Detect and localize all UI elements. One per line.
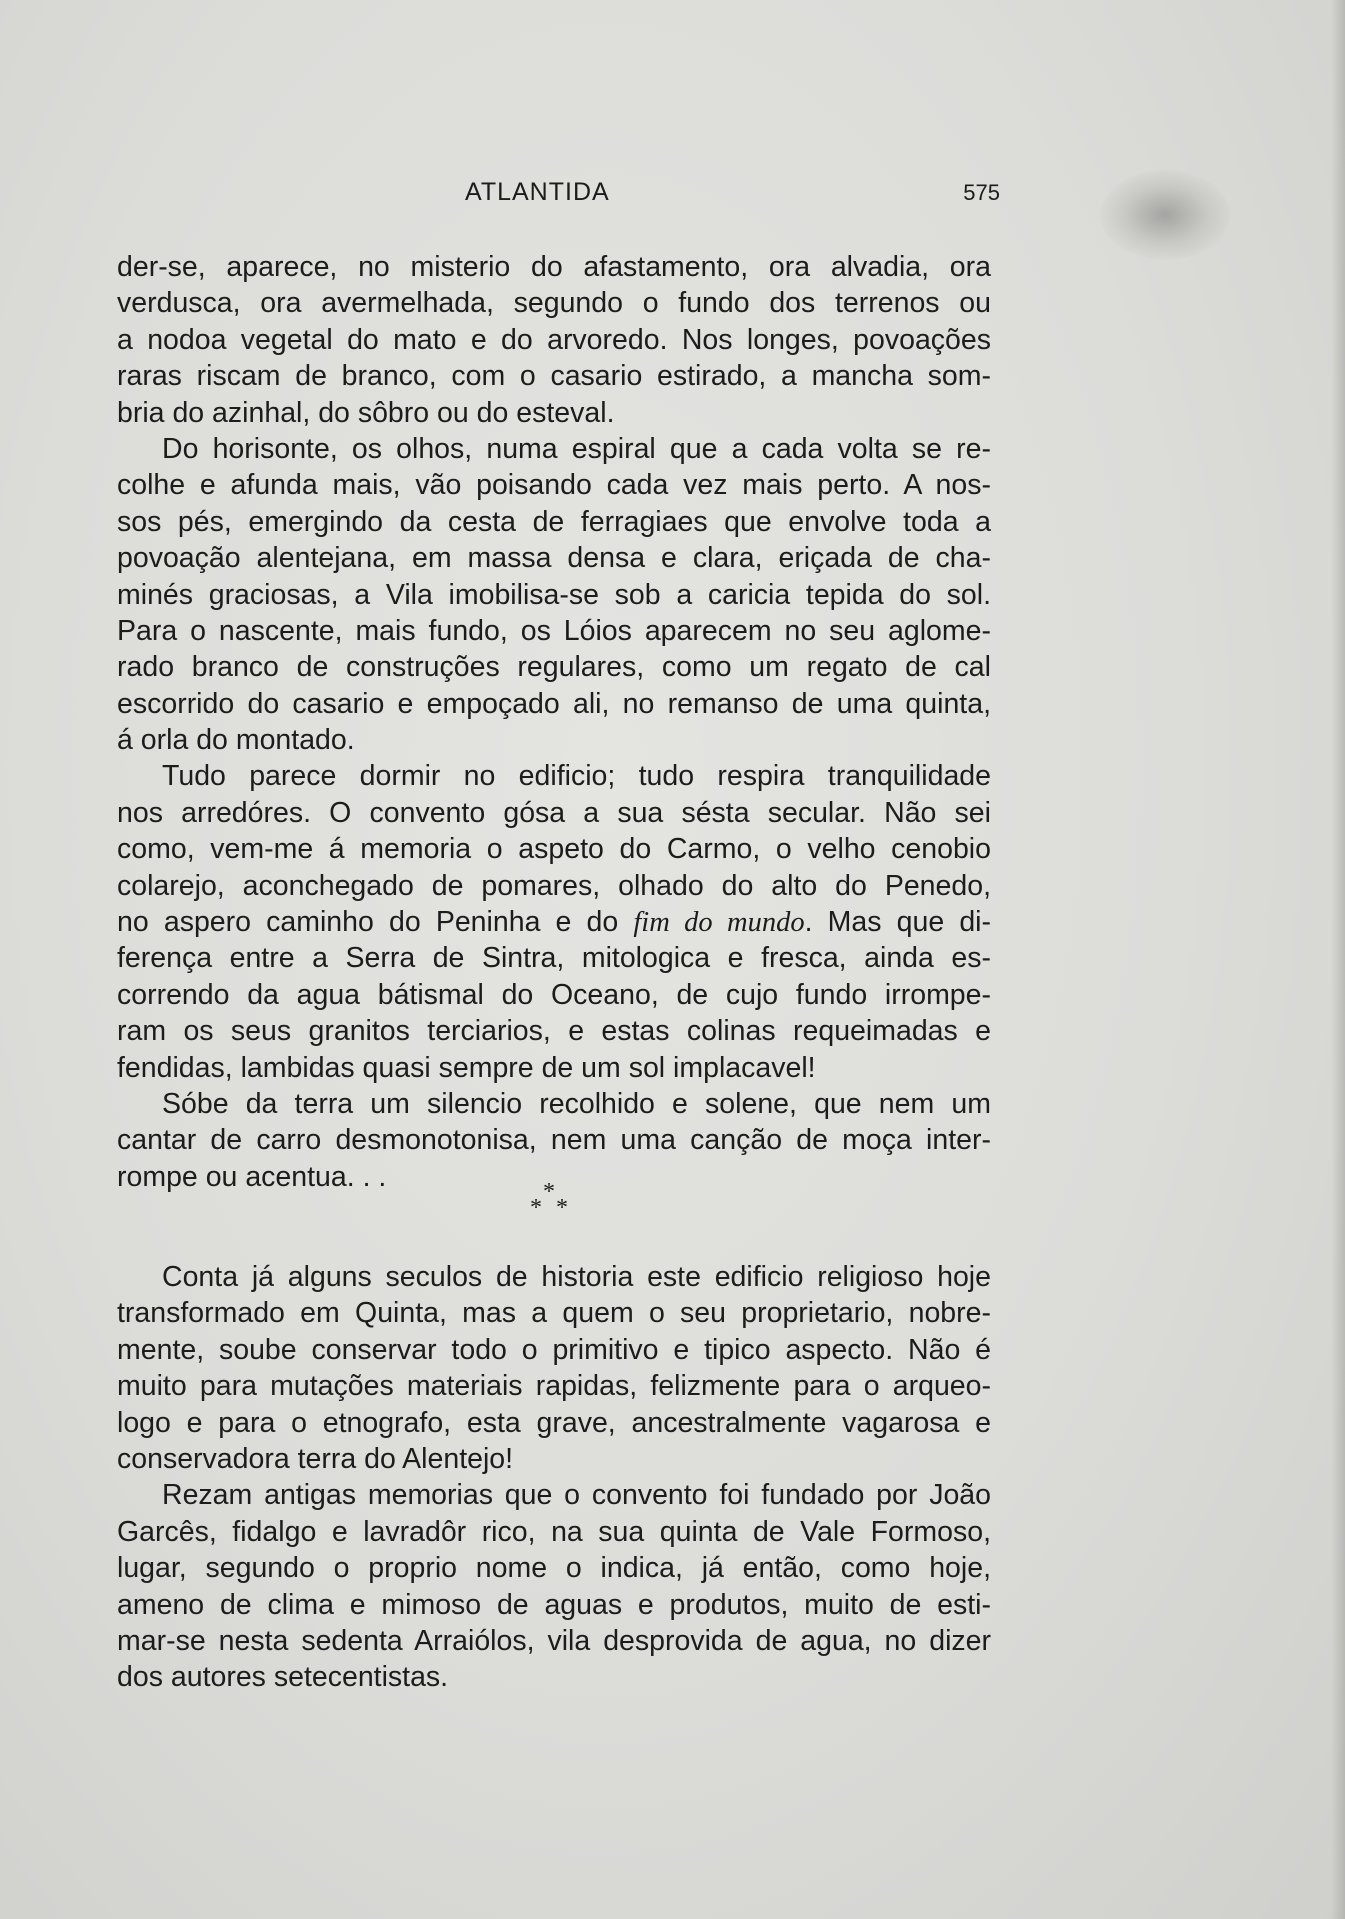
italic-phrase: fim do mundo xyxy=(633,907,805,939)
page-number: 575 xyxy=(963,180,1000,205)
text-line: á orla do montado. xyxy=(117,724,355,757)
text-line: muito para mutações materiais rapidas, felizmente para o arqueo- xyxy=(117,1370,991,1403)
text-line: Tudo parece dormir no edificio; tudo respira tranquilidade xyxy=(162,760,991,793)
text-block-first xyxy=(117,249,991,1195)
text-line: nos arredóres. O convento gósa a sua sésta secular. Não sei xyxy=(117,796,991,829)
text-line: lugar, segundo o proprio nome o indica, já então, como hoje, xyxy=(117,1552,991,1585)
text-line: cantar de carro desmonotonisa, nem uma canção de moça inter- xyxy=(117,1124,991,1157)
text-line: sos pés, emergindo da cesta de ferragiaes que envolve toda a xyxy=(117,505,991,538)
page-header xyxy=(115,178,1000,218)
text-line: mente, soube conservar todo o primitivo e tipico aspecto. Não é xyxy=(117,1333,991,1366)
text-block-second xyxy=(117,1259,991,1696)
text-line: fendidas, lambidas quasi sempre de um sol implacavel! xyxy=(117,1051,816,1084)
text-line: ameno de clima e mimoso de aguas e produtos, muito de esti- xyxy=(117,1588,991,1621)
text-line: der-se, aparece, no misterio do afastamento, ora alvadia, ora xyxy=(117,251,991,283)
text-line: dos autores setecentistas. xyxy=(117,1661,449,1694)
text-line: correndo da agua bátismal do Oceano, de cujo fundo irrompe- xyxy=(117,978,991,1011)
page-edge-shadow xyxy=(1331,0,1345,1919)
text-line: como, vem-me á memoria o aspeto do Carmo, o velho cenobio xyxy=(117,833,991,866)
text-line: bria do azinhal, do sôbro ou do esteval. xyxy=(117,396,615,429)
text-line: Rezam antigas memorias que o convento foi fundado por João xyxy=(162,1479,991,1512)
text-line-with-italic xyxy=(117,904,991,940)
text-line: minés graciosas, a Vila imobilisa-se sob a caricia tepida do sol. xyxy=(117,578,991,611)
asterism-star: * xyxy=(543,1179,555,1205)
text-segment: . Mas que di- xyxy=(804,906,991,939)
text-line: colarejo, aconchegado de pomares, olhado do alto do Penedo, xyxy=(117,869,991,902)
text-line: logo e para o etnografo, esta grave, ancestralmente vagarosa e xyxy=(117,1406,991,1439)
text-segment: no aspero caminho do Peninha e do xyxy=(117,906,619,939)
paper-stain xyxy=(1100,170,1230,260)
text-line: raras riscam de branco, com o casario estirado, a mancha som- xyxy=(117,360,991,393)
text-line: a nodoa vegetal do mato e do arvoredo. Nos longes, povoações xyxy=(117,323,991,356)
text-line: rado branco de construções regulares, como um regato de cal xyxy=(117,651,991,684)
section-asterism xyxy=(500,1180,600,1230)
running-title: ATLANTIDA xyxy=(465,178,610,206)
asterism-star: * xyxy=(530,1195,542,1221)
text-line: ferença entre a Serra de Sintra, mitologica e fresca, ainda es- xyxy=(117,942,991,975)
asterism-star: * xyxy=(556,1195,568,1221)
text-line: mar-se nesta sedenta Arraiólos, vila desprovida de agua, no dizer xyxy=(117,1624,991,1657)
text-line: escorrido do casario e empoçado ali, no remanso de uma quinta, xyxy=(117,687,991,720)
text-line: Garcês, fidalgo e lavradôr rico, na sua quinta de Vale Formoso, xyxy=(117,1515,991,1548)
text-line: verdusca, ora avermelhada, segundo o fundo dos terrenos ou xyxy=(117,287,991,320)
text-line: rompe ou acentua. . . xyxy=(117,1160,387,1193)
text-line: Para o nascente, mais fundo, os Lóios aparecem no seu aglome- xyxy=(117,614,991,647)
text-line: povoação alentejana, em massa densa e clara, eriçada de cha- xyxy=(117,542,991,575)
text-line: conservadora terra do Alentejo! xyxy=(117,1442,514,1475)
text-line: ram os seus granitos terciarios, e estas colinas requeimadas e xyxy=(117,1015,991,1048)
text-line: Conta já alguns seculos de historia este edificio religioso hoje xyxy=(162,1261,991,1293)
text-line: colhe e afunda mais, vão poisando cada vez mais perto. A nos- xyxy=(117,469,991,502)
text-line: transformado em Quinta, mas a quem o seu proprietario, nobre- xyxy=(117,1297,991,1330)
text-line: Sóbe da terra um silencio recolhido e solene, que nem um xyxy=(162,1087,991,1120)
text-line: Do horisonte, os olhos, numa espiral que a cada volta se re- xyxy=(162,432,991,465)
